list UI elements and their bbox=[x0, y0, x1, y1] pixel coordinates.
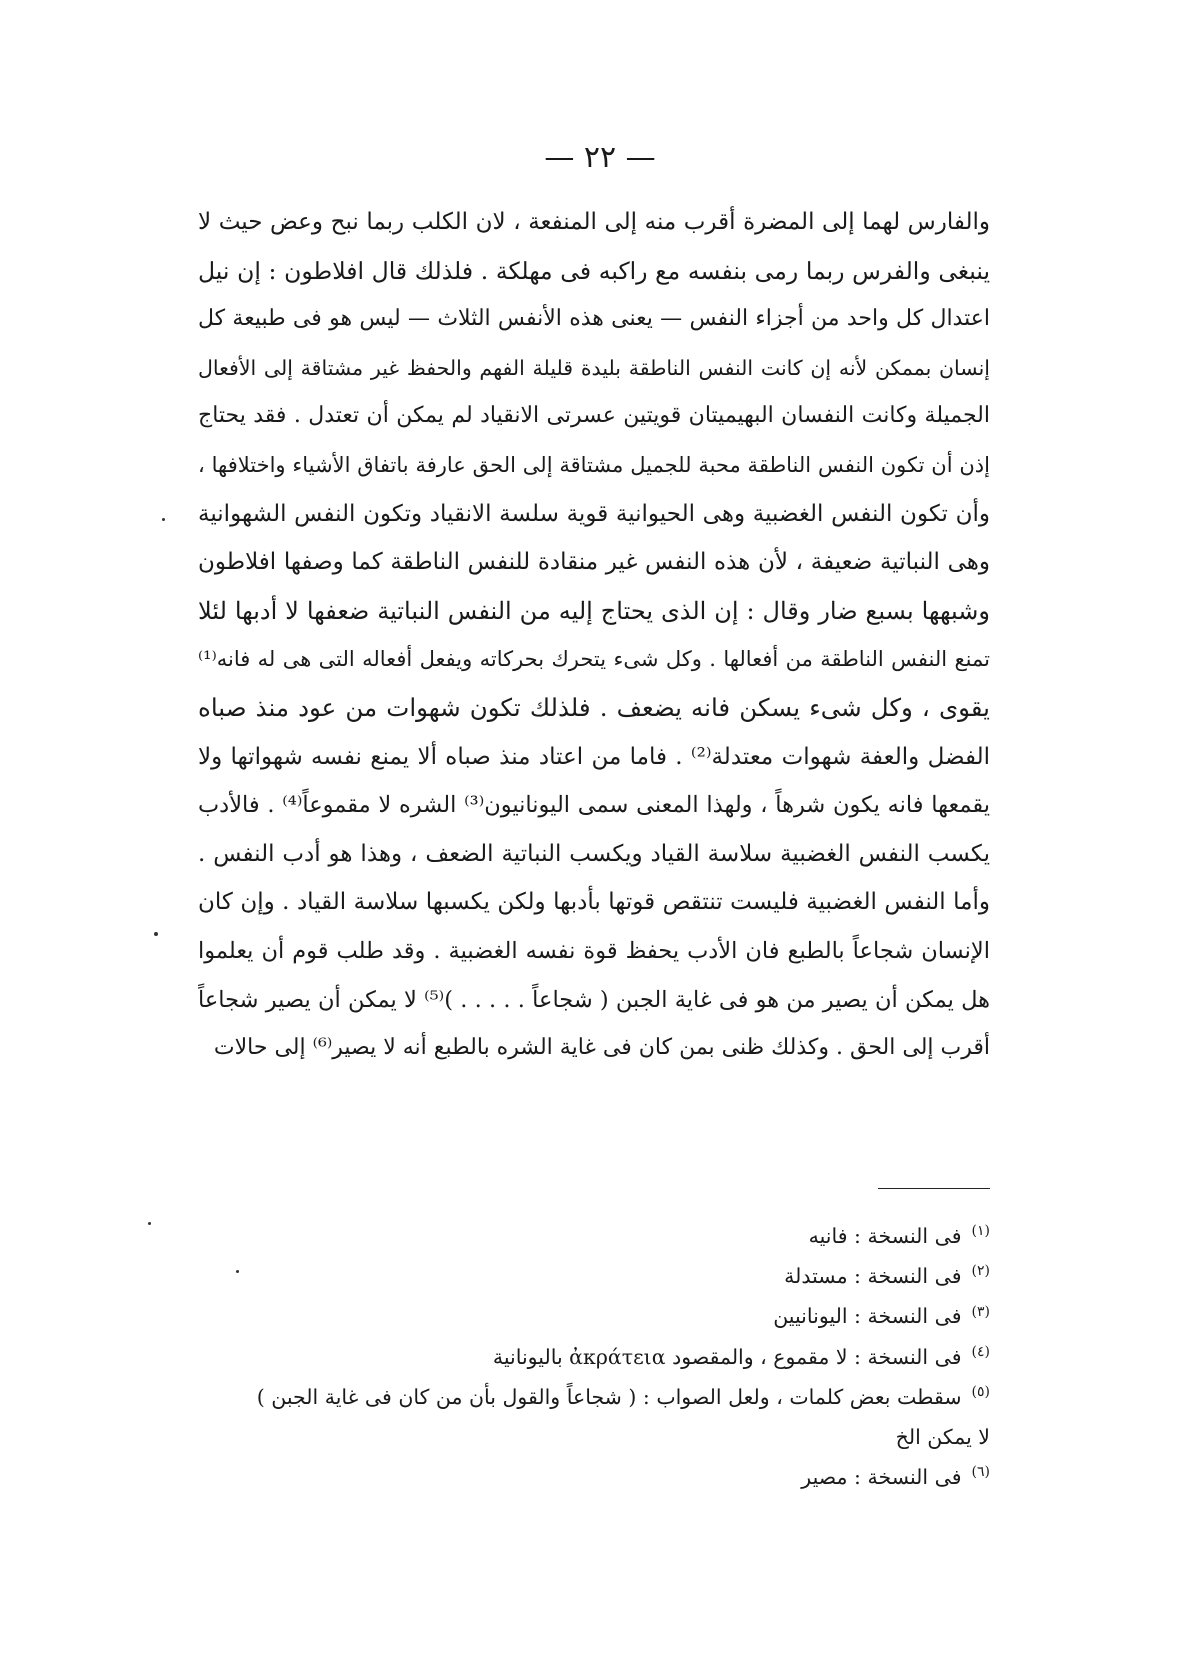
text-line: هل يمكن أن يصير من هو فى غاية الجبن ( شجاعاً . . . . . )⁽⁵⁾ لا يمكن أن يصير شجاعاً bbox=[198, 986, 990, 1013]
text-line: يقوى ، وكل شىء يسكن فانه يضعف . فلذلك تكون شهوات من عود منذ صباه bbox=[198, 692, 990, 722]
text-line: الإنسان شجاعاً بالطبع فان الأدب يحفظ قوة نفسه الغضبية . وقد طلب قوم أن يعلموا bbox=[198, 937, 990, 964]
footnote-4 bbox=[198, 1337, 990, 1377]
footnote-text: فى النسخة : مستدلة bbox=[784, 1264, 962, 1289]
text-line: وأما النفس الغضبية فليست تنتقص قوتها بأدبها ولكن يكسبها سلاسة القياد . وإن كان bbox=[198, 889, 990, 916]
body-text bbox=[198, 198, 990, 1073]
footnotes bbox=[198, 1216, 990, 1497]
text-line: وشبهها بسبع ضار وقال : إن الذى يحتاج إليه من النفس النباتية ضعفها لا أدبها لئلا bbox=[198, 596, 990, 625]
text-line: إذن أن تكون النفس الناطقة محبة للجميل مشتاقة إلى الحق عارفة باتفاق الأشياء واختلافها ، bbox=[198, 452, 990, 477]
text-line: الفضل والعفة شهوات معتدلة⁽²⁾ . فاما من اعتاد منذ صباه ألا يمنع نفسه شهواتها ولا bbox=[198, 743, 990, 770]
footnote-number: (١) bbox=[971, 1223, 990, 1240]
footnote-separator bbox=[878, 1188, 990, 1189]
footnote-number: (٦) bbox=[971, 1464, 990, 1481]
footnote-text: سقطت بعض كلمات ، ولعل الصواب : ( شجاعاً والقول بأن من كان فى غاية الجبن ) bbox=[256, 1384, 962, 1409]
footnote-6 bbox=[198, 1457, 990, 1497]
text-line: وهى النباتية ضعيفة ، لأن هذه النفس غير منقادة للنفس الناطقة كما وصفها افلاطون bbox=[198, 549, 990, 576]
text-line: الجميلة وكانت النفسان البهيميتان قويتين عسرتى الانقياد لم يمكن أن تعتدل . فقد يحتاج bbox=[198, 403, 990, 429]
text-line: إنسان بممكن لأنه إن كانت النفس الناطقة بليدة قليلة الفهم والحفظ غير مشتاقة إلى الأفعال bbox=[198, 355, 990, 380]
scan-speck bbox=[236, 1270, 239, 1273]
footnote-1 bbox=[198, 1216, 990, 1256]
page-number: — ٢٢ — bbox=[544, 140, 656, 175]
footnote-text: فى النسخة : اليونانيين bbox=[773, 1304, 962, 1329]
footnote-text: فى النسخة : فانيه bbox=[808, 1224, 962, 1248]
text-line: يقمعها فانه يكون شرهاً ، ولهذا المعنى سمى اليونانيون⁽³⁾ الشره لا مقموعاً⁽⁴⁾ . فالأدب bbox=[198, 792, 990, 819]
footnote-number: (٣) bbox=[971, 1303, 990, 1320]
footnote-2 bbox=[198, 1256, 990, 1296]
text-line: اعتدال كل واحد من أجزاء النفس — يعنى هذه الأنفس الثلاث — ليس هو فى طبيعة كل bbox=[198, 306, 990, 332]
footnote-number: (٤) bbox=[971, 1343, 990, 1360]
footnote-text: لا يمكن الخ bbox=[895, 1424, 990, 1449]
text-line: تمنع النفس الناطقة من أفعالها . وكل شىء يتحرك بحركاته ويفعل أفعاله التى هى له فانه⁽¹⁾ bbox=[198, 647, 990, 672]
text-line: يكسب النفس الغضبية سلاسة القياد ويكسب النباتية الضعف ، وهذا هو أدب النفس . bbox=[198, 840, 990, 867]
scan-speck bbox=[154, 932, 158, 936]
footnote-5 bbox=[198, 1377, 990, 1417]
text-line: وأن تكون النفس الغضبية وهى الحيوانية قوية سلسة الانقياد وتكون النفس الشهوانية bbox=[198, 500, 990, 527]
footnote-text: فى النسخة : لا مقموع ، والمقصود ἀκράτεια باليونانية bbox=[492, 1344, 962, 1369]
scan-speck bbox=[162, 518, 165, 521]
text-line: والفارس لهما إلى المضرة أقرب منه إلى المنفعة ، لان الكلب ربما نبح وعض حيث لا bbox=[198, 209, 990, 235]
footnote-number: (٥) bbox=[971, 1383, 990, 1400]
text-line: أقرب إلى الحق . وكذلك ظنى بمن كان فى غاية الشره بالطبع أنه لا يصير⁽⁶⁾ إلى حالات bbox=[213, 1035, 990, 1061]
footnote-number: (٢) bbox=[971, 1263, 990, 1280]
footnote-3 bbox=[198, 1296, 990, 1336]
footnote-text: فى النسخة : مصير bbox=[801, 1465, 962, 1490]
footnote-5-continuation bbox=[198, 1417, 990, 1457]
text-line: ينبغى والفرس ربما رمى بنفسه مع راكبه فى مهلكة . فلذلك قال افلاطون : إن نيل bbox=[198, 256, 990, 285]
scan-speck bbox=[148, 1222, 151, 1225]
